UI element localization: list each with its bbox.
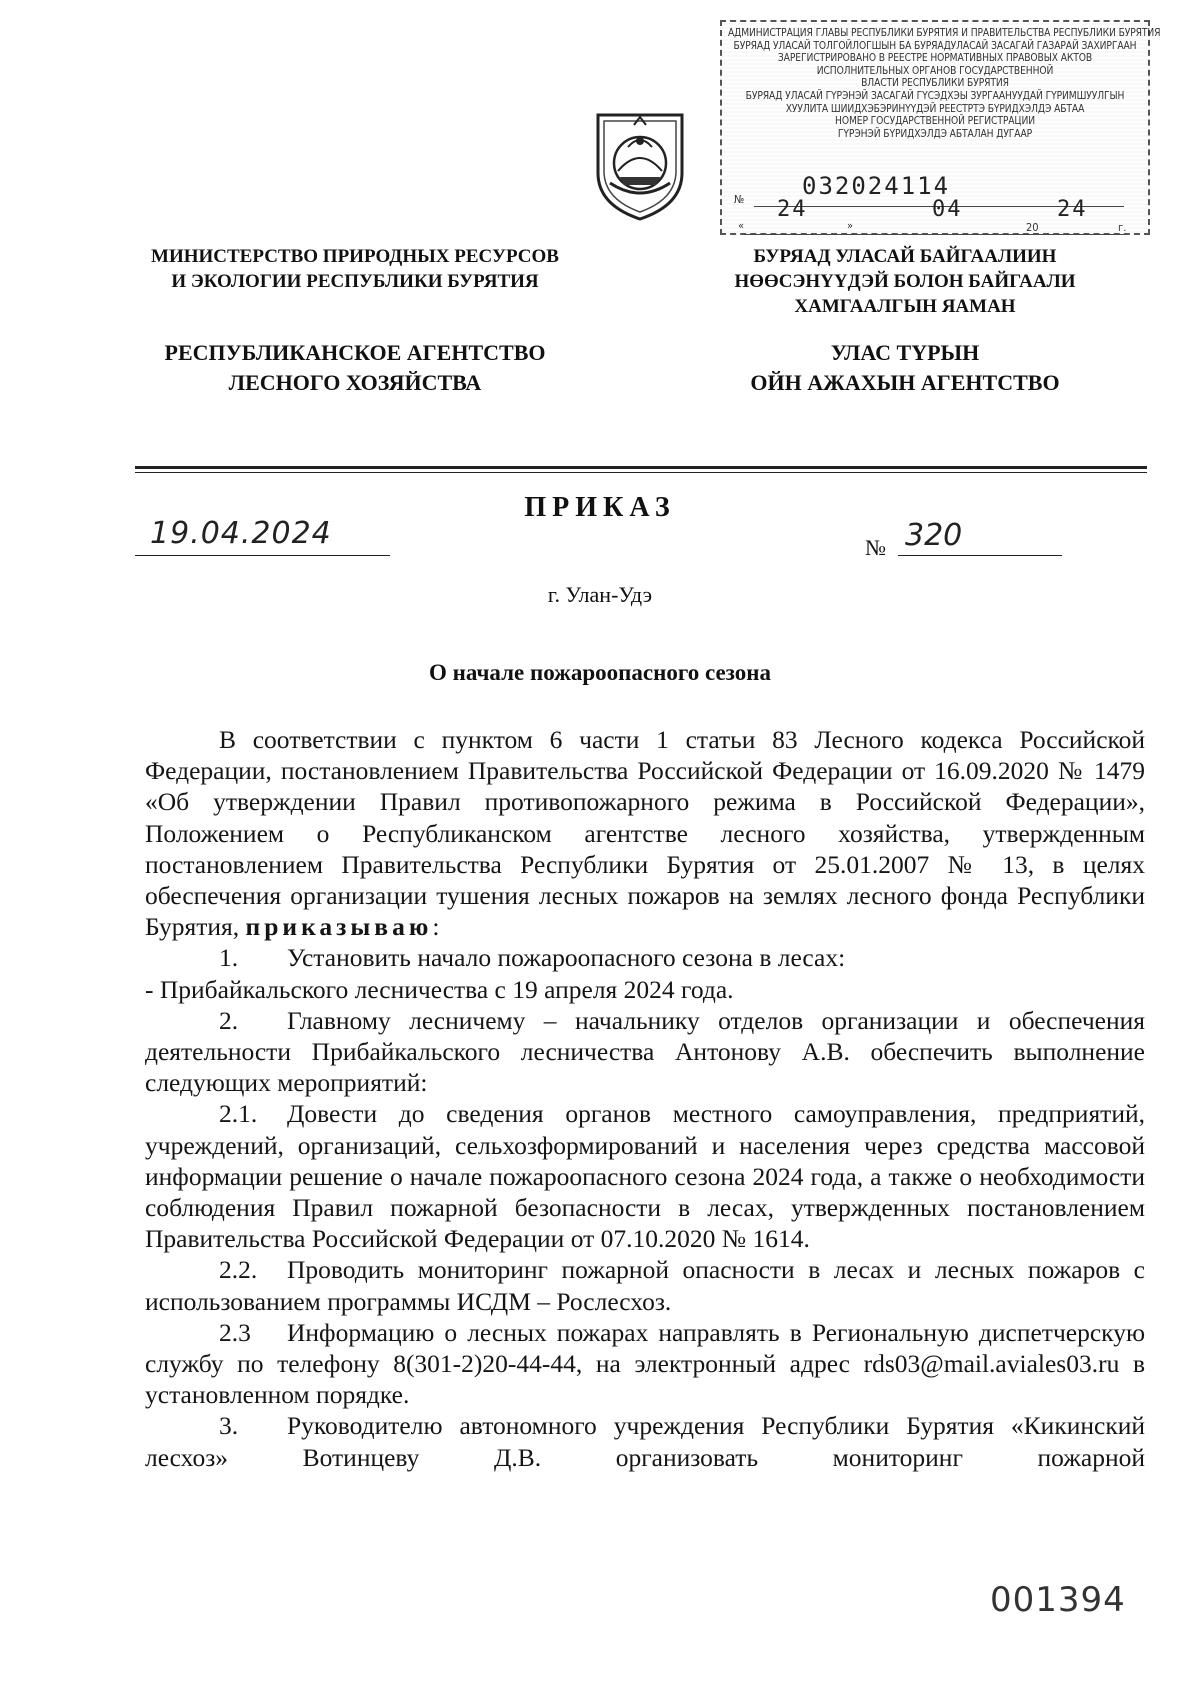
stamp-line: БУРЯАД УЛАСАЙ ГҮРЭНЭЙ ЗАСАГАЙ ГҮСЭДХЭЫ ЗУРГААНУУДАЙ ГҮРИМШУУЛГЫН: [745, 90, 1125, 102]
stamp-year-suffix: г.: [1118, 221, 1127, 234]
stamp-line: ИСПОЛНИТЕЛЬНЫХ ОРГАНОВ ГОСУДАРСТВЕННОЙ: [816, 65, 1054, 77]
stamp-line: НОМЕР ГОСУДАРСТВЕННОЙ РЕГИСТРАЦИИ: [835, 116, 1035, 128]
stamp-reg-number: 032024114: [802, 172, 951, 200]
order-number-label: №: [865, 535, 886, 560]
ministry-line: БУРЯАД УЛАСАЙ БАЙГААЛИИН: [753, 246, 1057, 267]
order-verb: приказываю: [245, 912, 433, 942]
header-left-ministry: [140, 244, 570, 294]
item-3: 3. Руководителю автономного учреждения Республики Бурятия «Кикинский лесхоз» Вотинцеву Д.В. организовать мониторинг пожарной: [145, 1411, 1145, 1472]
item-1: 1. Установить начало пожароопасного сезона в лесах:: [219, 943, 846, 973]
page-number: 001394: [990, 1580, 1126, 1620]
stamp-number-label: №: [734, 193, 745, 206]
item-2-2: 2.2. Проводить мониторинг пожарной опасности в лесах и лесных пожаров с использованием программы ИСДМ – Рослесхоз.: [145, 1255, 1145, 1316]
item-2-3: 2.3 Информацию о лесных пожарах направлять в Региональную диспетчерскую службу по телефону 8(301-2)20-44-44, на электронный адрес rds03@mail.aviales03.ru в установленном порядке.: [145, 1317, 1145, 1410]
document-title: ПРИКАЗ: [524, 492, 676, 523]
item-2: 2. Главному лесничему – начальнику отделов организации и обеспечения деятельности Прибайкальского лесничества Антонову А.В. обеспечить выполнение следующих мероприятий:: [145, 1005, 1145, 1098]
preamble: В соответствии с пунктом 6 части 1 статьи 83 Лесного кодекса Российской Федерации, постановлением Правительства Российской Федерации от 16.09.2020 № 1479 «Об утверждении Правил противопожарного режима в Российской Федерации», Положением о Республиканском агентстве лесного хозяйства, утвержденным постановлением Правительства Республики Бурятия от 25.01.2007 № 13, в целях обеспечения организации тушения лесных пожаров на землях лесного фонда Республики Бурятия, приказываю:: [145, 725, 1145, 942]
stamp-line: ГҮРЭНЭЙ БҮРИДХЭЛДЭ АБТАЛАН ДУГААР: [837, 128, 1033, 140]
city: г. Улан-Удэ: [547, 582, 653, 607]
header-right-agency: [690, 338, 1120, 398]
header-divider-thin: [135, 472, 1147, 473]
order-date: 19.04.2024: [150, 516, 332, 551]
header-divider: [135, 466, 1147, 469]
item-2-1: 2.1. Довести до сведения органов местного самоуправления, предприятий, учреждений, организаций, сельхозформирований и населения через средства массовой информации решение о начале пожароопасного сезона 2024 года, а также о необходимости соблюдения Правил пожарной безопасности в лесах, утвержденных постановлением Правительства Российской Федерации от 07.10.2020 № 1614.: [145, 1099, 1145, 1254]
ministry-line: МИНИСТЕРСТВО ПРИРОДНЫХ РЕСУРСОВ: [151, 246, 559, 267]
stamp-line: БУРЯАД УЛАСАЙ ТОЛГОЙЛОГШЫН БА БУРЯАДУЛАСАЙ ЗАСАГАЙ ГАЗАРАЙ ЗАХИРГААН: [733, 40, 1137, 52]
stamp-day: 24: [777, 197, 808, 222]
ministry-line: И ЭКОЛОГИИ РЕСПУБЛИКИ БУРЯТИЯ: [171, 271, 539, 292]
order-body: [145, 724, 1145, 1473]
stamp-year-prefix: 20: [1026, 221, 1039, 234]
coat-of-arms-emblem: [590, 105, 690, 223]
agency-line: ОЙН АЖАХЫН АГЕНТСТВО: [750, 370, 1060, 395]
registration-stamp: [720, 20, 1161, 235]
header-left-agency: [140, 338, 570, 398]
stamp-line: ВЛАСТИ РЕСПУБЛИКИ БУРЯТИЯ: [861, 78, 1009, 90]
header-right-ministry: [690, 244, 1120, 319]
number-underline: [898, 555, 1062, 556]
stamp-line: ХУУЛИТА ШИИДХЭБЭРИНҮҮДЭЙ РЕЕСТРТЭ БҮРИДХЭЛДЭ АБТАА: [785, 103, 1085, 115]
stamp-month: 04: [932, 197, 963, 222]
agency-line: УЛАС ТҮРЫН: [830, 340, 980, 365]
ministry-line: НӨӨСЭНҮҮДЭЙ БОЛОН БАЙГААЛИ: [734, 271, 1076, 292]
agency-line: РЕСПУБЛИКАНСКОЕ АГЕНТСТВО: [164, 340, 546, 365]
stamp-date-row: « 24 » 04 20 24 г.: [738, 197, 1127, 234]
date-underline: [135, 555, 390, 556]
agency-line: ЛЕСНОГО ХОЗЯЙСТВА: [228, 370, 482, 395]
stamp-line: ЗАРЕГИСТРИРОВАНО В РЕЕСТРЕ НОРМАТИВНЫХ ПРАВОВЫХ АКТОВ: [777, 53, 1093, 65]
stamp-year: 24: [1057, 197, 1088, 222]
ministry-line: ХАМГААЛГЫН ЯАМАН: [794, 296, 1016, 317]
stamp-line: АДМИНИСТРАЦИЯ ГЛАВЫ РЕСПУБЛИКИ БУРЯТИЯ И ПРАВИТЕЛЬСТВА РЕСПУБЛИКИ БУРЯТИЯ: [728, 28, 1161, 39]
order-subject: О начале пожароопасного сезона: [428, 660, 772, 685]
order-number: 320: [905, 518, 963, 553]
item-1-sub: - Прибайкальского лесничества с 19 апреля 2024 года.: [145, 974, 734, 1004]
